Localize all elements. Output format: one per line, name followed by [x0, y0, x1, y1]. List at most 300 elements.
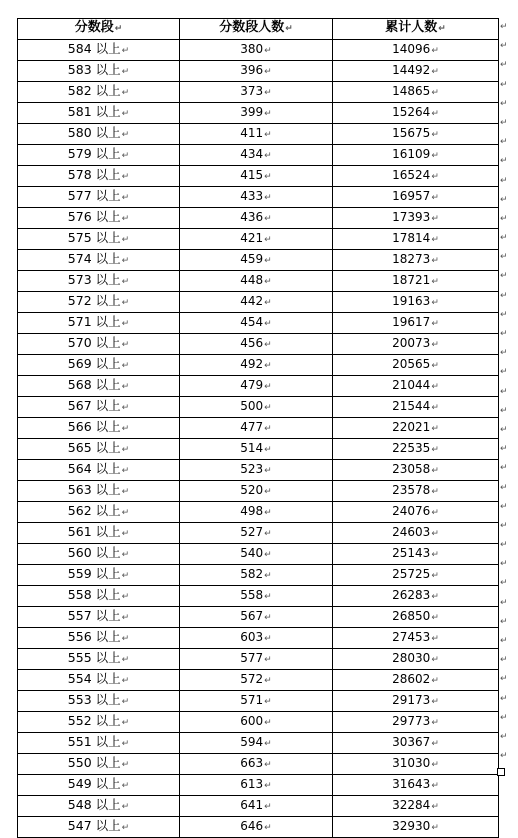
cumulative-cell: [333, 417, 499, 438]
cumulative-cell: [333, 102, 499, 123]
paragraph-mark: ↵: [121, 759, 130, 770]
count-cell: [180, 774, 333, 795]
cumulative-value: 16957: [392, 188, 431, 203]
count-value: 582: [240, 566, 264, 581]
score-cell: [18, 207, 180, 228]
table-row: [18, 417, 499, 438]
paragraph-mark: ↵: [264, 360, 272, 371]
segment-value: 558 以上: [67, 586, 121, 602]
row-end-mark: ↵: [500, 405, 508, 416]
cumulative-value: 22021: [392, 419, 431, 434]
cumulative-cell: [333, 711, 499, 732]
count-value: 572: [240, 671, 264, 686]
paragraph-mark: ↵: [121, 696, 130, 707]
cumulative-cell: [333, 186, 499, 207]
table-row: [18, 774, 499, 795]
score-cell: [18, 60, 180, 81]
paragraph-mark: ↵: [264, 570, 272, 581]
paragraph-mark: ↵: [431, 255, 439, 266]
table-row: [18, 564, 499, 585]
cumulative-cell: [333, 732, 499, 753]
table-row: [18, 501, 499, 522]
table-row: [18, 249, 499, 270]
table-row: [18, 228, 499, 249]
segment-value: 568 以上: [67, 376, 121, 392]
table-resize-handle[interactable]: [497, 768, 505, 776]
count-cell: [180, 627, 333, 648]
segment-value: 556 以上: [67, 628, 121, 644]
cumulative-cell: [333, 207, 499, 228]
score-cell: [18, 585, 180, 606]
row-end-mark: ↵: [500, 386, 508, 397]
segment-value: 564 以上: [67, 460, 121, 476]
paragraph-mark: ↵: [264, 822, 272, 833]
paragraph-mark: ↵: [121, 108, 130, 119]
segment-value: 551 以上: [67, 733, 121, 749]
cumulative-cell: [333, 228, 499, 249]
cumulative-value: 21044: [392, 377, 431, 392]
paragraph-mark: ↵: [264, 108, 272, 119]
count-value: 421: [240, 230, 264, 245]
paragraph-mark: ↵: [431, 738, 439, 749]
table-row: [18, 144, 499, 165]
table-row: [18, 480, 499, 501]
table-row: [18, 627, 499, 648]
paragraph-mark: ↵: [431, 696, 439, 707]
count-cell: [180, 606, 333, 627]
paragraph-mark: ↵: [121, 465, 130, 476]
paragraph-mark: ↵: [121, 801, 130, 812]
cumulative-value: 27453: [392, 629, 431, 644]
count-value: 527: [240, 524, 264, 539]
row-end-mark: ↵: [500, 98, 508, 109]
count-cell: [180, 753, 333, 774]
score-cell: [18, 249, 180, 270]
row-end-mark: ↵: [500, 271, 508, 282]
count-value: 399: [240, 104, 264, 119]
count-cell: [180, 375, 333, 396]
row-end-mark: ↵: [500, 424, 508, 435]
cumulative-value: 18273: [392, 251, 431, 266]
cumulative-value: 32930: [392, 818, 431, 833]
cumulative-cell: [333, 564, 499, 585]
score-cell: [18, 438, 180, 459]
table-row: [18, 543, 499, 564]
cumulative-cell: [333, 585, 499, 606]
score-cell: [18, 753, 180, 774]
paragraph-mark: ↵: [264, 87, 272, 98]
segment-value: 563 以上: [67, 481, 121, 497]
score-cell: [18, 39, 180, 60]
segment-value: 570 以上: [67, 334, 121, 350]
cumulative-cell: [333, 606, 499, 627]
count-cell: [180, 207, 333, 228]
paragraph-mark: ↵: [431, 150, 439, 161]
table-row: [18, 648, 499, 669]
score-cell: [18, 165, 180, 186]
cumulative-value: 19617: [392, 314, 431, 329]
segment-value: 566 以上: [67, 418, 121, 434]
row-end-mark: ↵: [500, 655, 508, 666]
segment-value: 565 以上: [67, 439, 121, 455]
cumulative-value: 25725: [392, 566, 431, 581]
paragraph-mark: ↵: [431, 801, 439, 812]
cumulative-cell: [333, 438, 499, 459]
segment-value: 580 以上: [67, 124, 121, 140]
cumulative-cell: [333, 354, 499, 375]
row-end-marks: [500, 18, 512, 766]
segment-value: 548 以上: [67, 796, 121, 812]
paragraph-mark: ↵: [264, 654, 272, 665]
score-cell: [18, 669, 180, 690]
paragraph-mark: ↵: [264, 486, 272, 497]
paragraph-mark: ↵: [431, 276, 439, 287]
paragraph-mark: ↵: [264, 66, 272, 77]
table-row: [18, 186, 499, 207]
row-end-mark: ↵: [500, 348, 508, 359]
score-cell: [18, 186, 180, 207]
cumulative-value: 20073: [392, 335, 431, 350]
cumulative-value: 20565: [392, 356, 431, 371]
table-row: [18, 270, 499, 291]
table-row: [18, 669, 499, 690]
count-value: 459: [240, 251, 264, 266]
paragraph-mark: ↵: [431, 633, 439, 644]
cumulative-cell: [333, 543, 499, 564]
count-value: 603: [240, 629, 264, 644]
score-cell: [18, 543, 180, 564]
paragraph-mark: ↵: [264, 528, 272, 539]
paragraph-mark: ↵: [121, 654, 130, 665]
cumulative-value: 29773: [392, 713, 431, 728]
row-end-mark: ↵: [500, 137, 508, 148]
paragraph-mark: ↵: [264, 213, 272, 224]
count-cell: [180, 60, 333, 81]
table-row: [18, 732, 499, 753]
table-row: [18, 60, 499, 81]
cumulative-cell: [333, 795, 499, 816]
row-end-mark: ↵: [500, 501, 508, 512]
count-value: 436: [240, 209, 264, 224]
paragraph-mark: ↵: [431, 108, 439, 119]
count-value: 396: [240, 62, 264, 77]
paragraph-mark: ↵: [121, 318, 130, 329]
paragraph-mark: ↵: [264, 675, 272, 686]
segment-value: 550 以上: [67, 754, 121, 770]
paragraph-mark: ↵: [431, 234, 439, 245]
cumulative-cell: [333, 144, 499, 165]
paragraph-mark: ↵: [264, 402, 272, 413]
paragraph-mark: ↵: [121, 339, 130, 350]
row-end-mark: ↵: [500, 463, 508, 474]
paragraph-mark: ↵: [121, 255, 130, 266]
table-row: [18, 333, 499, 354]
count-value: 641: [240, 797, 264, 812]
cumulative-value: 31030: [392, 755, 431, 770]
count-value: 520: [240, 482, 264, 497]
table-row: [18, 165, 499, 186]
paragraph-mark: ↵: [431, 360, 439, 371]
paragraph-mark: ↵: [264, 129, 272, 140]
segment-value: 572 以上: [67, 292, 121, 308]
cumulative-value: 30367: [392, 734, 431, 749]
score-cell: [18, 354, 180, 375]
segment-value: 578 以上: [67, 166, 121, 182]
count-value: 523: [240, 461, 264, 476]
paragraph-mark: ↵: [121, 717, 130, 728]
paragraph-mark: ↵: [121, 738, 130, 749]
cumulative-cell: [333, 753, 499, 774]
segment-value: 571 以上: [67, 313, 121, 329]
paragraph-mark: ↵: [121, 129, 130, 140]
paragraph-mark: ↵: [431, 339, 439, 350]
paragraph-mark: ↵: [121, 360, 130, 371]
table-row: [18, 438, 499, 459]
count-value: 558: [240, 587, 264, 602]
paragraph-mark: ↵: [121, 45, 130, 56]
count-value: 567: [240, 608, 264, 623]
table-row: [18, 39, 499, 60]
row-end-mark: ↵: [500, 482, 508, 493]
count-cell: [180, 795, 333, 816]
paragraph-mark: ↵: [264, 549, 272, 560]
row-end-mark: ↵: [500, 578, 508, 589]
row-end-mark: ↵: [500, 520, 508, 531]
segment-value: 557 以上: [67, 607, 121, 623]
cumulative-cell: [333, 165, 499, 186]
count-value: 577: [240, 650, 264, 665]
cumulative-cell: [333, 522, 499, 543]
cumulative-value: 15675: [392, 125, 431, 140]
score-cell: [18, 816, 180, 837]
row-end-mark: ↵: [500, 731, 508, 742]
paragraph-mark: ↵: [431, 45, 439, 56]
paragraph-mark: ↵: [431, 675, 439, 686]
paragraph-mark: ↵: [121, 570, 130, 581]
cumulative-value: 14096: [392, 41, 431, 56]
header-segment: 分数段↵: [18, 19, 180, 40]
count-cell: [180, 354, 333, 375]
cumulative-value: 14492: [392, 62, 431, 77]
segment-value: 582 以上: [67, 82, 121, 98]
cumulative-value: 26283: [392, 587, 431, 602]
segment-value: 575 以上: [67, 229, 121, 245]
segment-value: 584 以上: [67, 40, 121, 56]
paragraph-mark: ↵: [431, 465, 439, 476]
count-value: 411: [240, 125, 264, 140]
row-end-mark: ↵: [500, 79, 508, 90]
count-cell: [180, 186, 333, 207]
cumulative-cell: [333, 60, 499, 81]
row-end-mark: ↵: [500, 636, 508, 646]
score-cell: [18, 795, 180, 816]
segment-value: 559 以上: [67, 565, 121, 581]
paragraph-mark: ↵: [264, 465, 272, 476]
segment-value: 552 以上: [67, 712, 121, 728]
cumulative-value: 18721: [392, 272, 431, 287]
count-cell: [180, 564, 333, 585]
count-cell: [180, 501, 333, 522]
row-end-mark: ↵: [500, 616, 508, 627]
score-cell: [18, 144, 180, 165]
paragraph-mark: ↵: [121, 87, 130, 98]
count-cell: [180, 102, 333, 123]
paragraph-mark: ↵: [264, 318, 272, 329]
paragraph-mark: ↵: [121, 822, 130, 833]
cumulative-cell: [333, 501, 499, 522]
paragraph-mark: ↵: [431, 444, 439, 455]
cumulative-value: 17814: [392, 230, 431, 245]
count-cell: [180, 333, 333, 354]
cumulative-cell: [333, 375, 499, 396]
paragraph-mark: ↵: [121, 423, 130, 434]
paragraph-mark: ↵: [121, 66, 130, 77]
cumulative-value: 24076: [392, 503, 431, 518]
cumulative-cell: [333, 459, 499, 480]
score-cell: [18, 648, 180, 669]
paragraph-mark: ↵: [431, 402, 439, 413]
cumulative-value: 32284: [392, 797, 431, 812]
paragraph-mark: ↵: [121, 402, 130, 413]
paragraph-mark: ↵: [431, 486, 439, 497]
count-value: 442: [240, 293, 264, 308]
row-end-mark: ↵: [500, 444, 508, 455]
paragraph-mark: ↵: [431, 87, 439, 98]
paragraph-mark: ↵: [431, 528, 439, 539]
score-cell: [18, 774, 180, 795]
segment-value: 583 以上: [67, 61, 121, 77]
count-cell: [180, 165, 333, 186]
cumulative-value: 14865: [392, 83, 431, 98]
paragraph-mark: ↵: [431, 213, 439, 224]
cumulative-value: 16109: [392, 146, 431, 161]
score-cell: [18, 228, 180, 249]
count-cell: [180, 396, 333, 417]
paragraph-mark: ↵: [264, 717, 272, 728]
count-cell: [180, 543, 333, 564]
paragraph-mark: ↵: [121, 612, 130, 623]
cumulative-cell: [333, 396, 499, 417]
segment-value: 581 以上: [67, 103, 121, 119]
count-value: 646: [240, 818, 264, 833]
row-end-mark: ↵: [500, 712, 508, 723]
count-value: 477: [240, 419, 264, 434]
segment-value: 560 以上: [67, 544, 121, 560]
score-cell: [18, 459, 180, 480]
table-row: [18, 102, 499, 123]
cumulative-cell: [333, 123, 499, 144]
segment-value: 569 以上: [67, 355, 121, 371]
table-row: [18, 312, 499, 333]
count-value: 380: [240, 41, 264, 56]
count-cell: [180, 732, 333, 753]
paragraph-mark: ↵: [264, 150, 272, 161]
count-value: 434: [240, 146, 264, 161]
row-end-mark: ↵: [500, 329, 508, 339]
table-row: [18, 711, 499, 732]
cumulative-value: 23578: [392, 482, 431, 497]
segment-value: 579 以上: [67, 145, 121, 161]
row-end-mark: ↵: [500, 60, 508, 71]
score-cell: [18, 396, 180, 417]
segment-value: 562 以上: [67, 502, 121, 518]
table-row: [18, 123, 499, 144]
paragraph-mark: ↵: [264, 633, 272, 644]
count-value: 448: [240, 272, 264, 287]
cumulative-cell: [333, 648, 499, 669]
score-cell: [18, 627, 180, 648]
paragraph-mark: ↵: [121, 150, 130, 161]
score-cell: [18, 81, 180, 102]
row-end-mark: ↵: [500, 22, 508, 32]
cumulative-cell: [333, 270, 499, 291]
paragraph-mark: ↵: [431, 381, 439, 392]
paragraph-mark: ↵: [264, 45, 272, 56]
cumulative-cell: [333, 816, 499, 837]
paragraph-mark: ↵: [121, 234, 130, 245]
paragraph-mark: ↵: [264, 276, 272, 287]
count-cell: [180, 690, 333, 711]
count-cell: [180, 585, 333, 606]
paragraph-mark: ↵: [264, 759, 272, 770]
cumulative-cell: [333, 312, 499, 333]
cumulative-value: 19163: [392, 293, 431, 308]
paragraph-mark: ↵: [431, 570, 439, 581]
paragraph-mark: ↵: [121, 444, 130, 455]
cumulative-value: 16524: [392, 167, 431, 182]
score-cell: [18, 270, 180, 291]
count-cell: [180, 39, 333, 60]
paragraph-mark: ↵: [431, 192, 439, 203]
cumulative-cell: [333, 291, 499, 312]
count-cell: [180, 417, 333, 438]
cumulative-value: 29173: [392, 692, 431, 707]
row-end-mark: ↵: [500, 693, 508, 704]
count-cell: [180, 648, 333, 669]
row-end-mark: ↵: [500, 540, 508, 551]
count-cell: [180, 249, 333, 270]
paragraph-mark: ↵: [264, 780, 272, 791]
paragraph-mark: ↵: [264, 192, 272, 203]
paragraph-mark: ↵: [264, 591, 272, 602]
paragraph-mark: ↵: [431, 66, 439, 77]
row-end-mark: ↵: [500, 117, 508, 128]
paragraph-mark: ↵: [431, 612, 439, 623]
paragraph-mark: ↵: [121, 549, 130, 560]
score-cell: [18, 312, 180, 333]
count-value: 456: [240, 335, 264, 350]
paragraph-mark: ↵: [431, 759, 439, 770]
paragraph-mark: ↵: [431, 297, 439, 308]
count-cell: [180, 270, 333, 291]
row-end-mark: ↵: [500, 290, 508, 301]
segment-value: 567 以上: [67, 397, 121, 413]
paragraph-mark: ↵: [431, 780, 439, 791]
paragraph-mark: ↵: [264, 171, 272, 182]
paragraph-mark: ↵: [431, 129, 439, 140]
segment-value: 573 以上: [67, 271, 121, 287]
paragraph-mark: ↵: [121, 591, 130, 602]
count-value: 498: [240, 503, 264, 518]
paragraph-mark: ↵: [121, 297, 130, 308]
count-value: 600: [240, 713, 264, 728]
count-value: 571: [240, 692, 264, 707]
count-value: 479: [240, 377, 264, 392]
cumulative-value: 31643: [392, 776, 431, 791]
score-cell: [18, 333, 180, 354]
count-value: 594: [240, 734, 264, 749]
paragraph-mark: ↵: [264, 339, 272, 350]
